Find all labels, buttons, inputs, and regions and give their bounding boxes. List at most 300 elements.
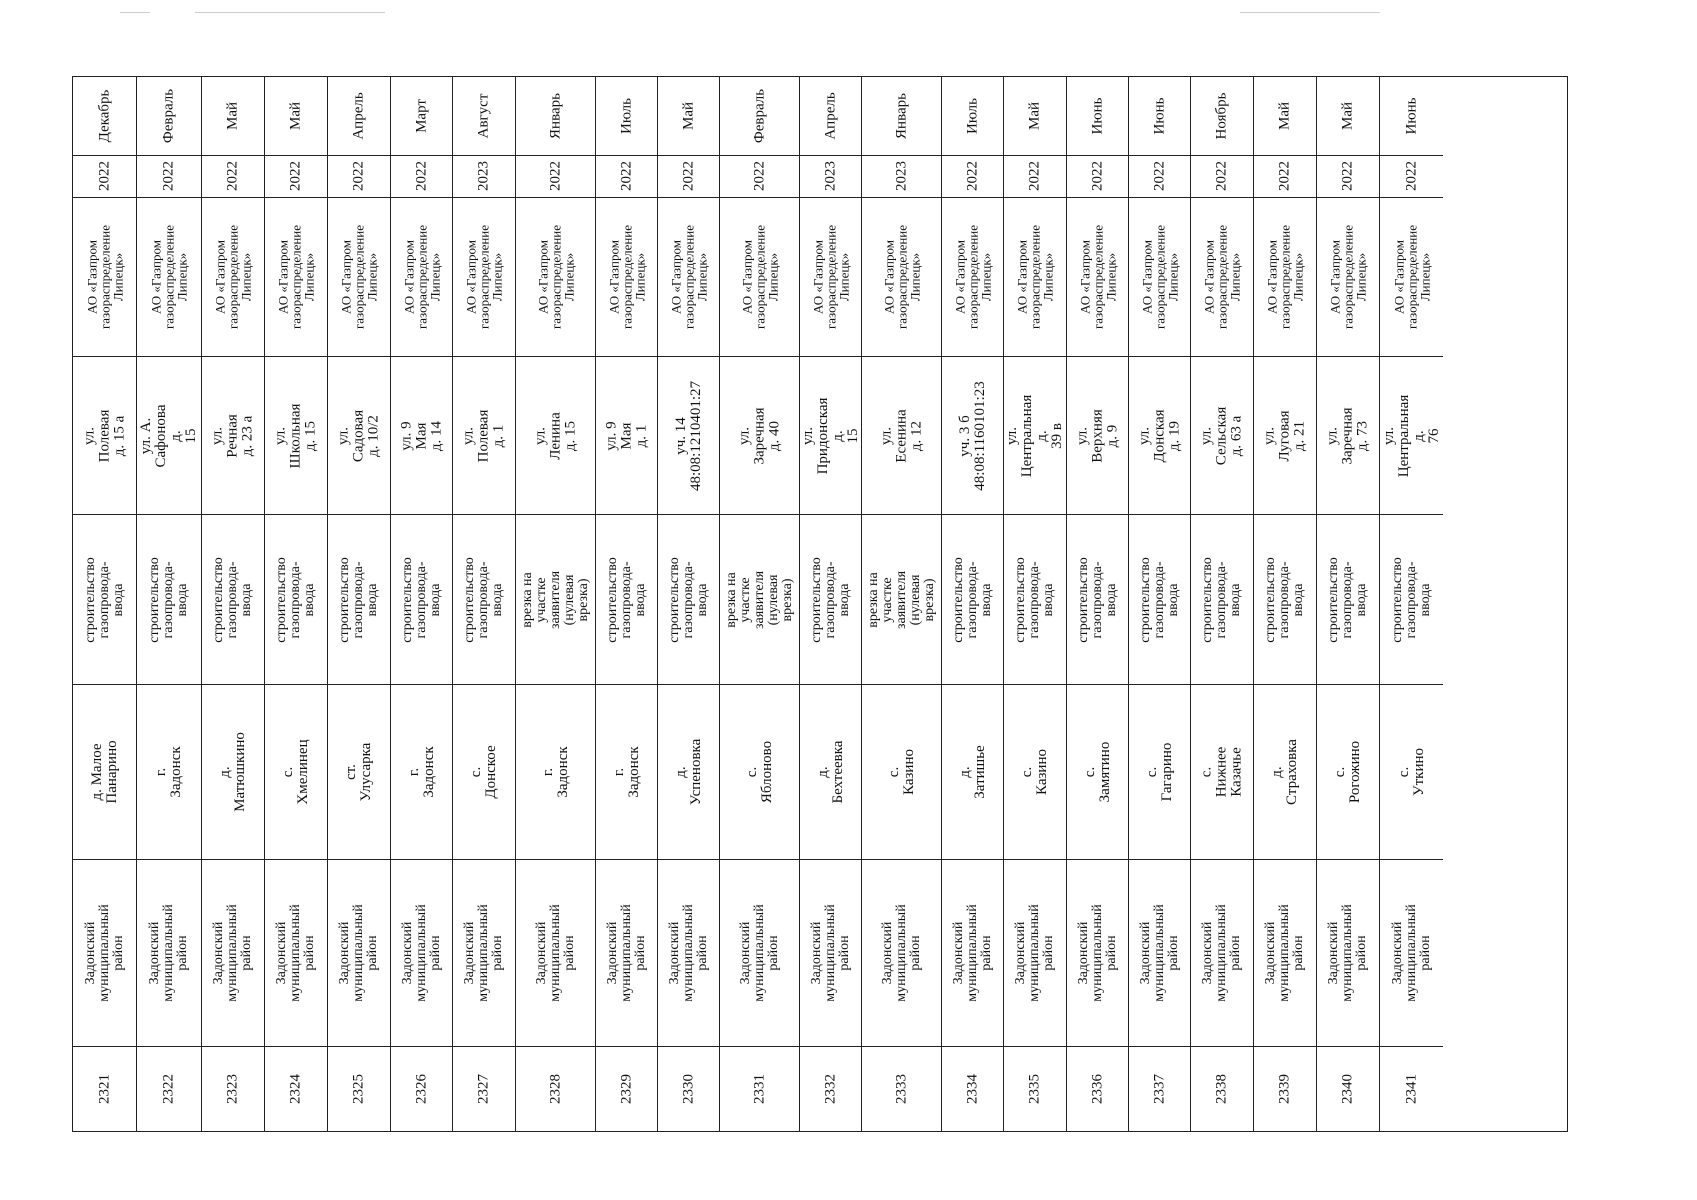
year-cell	[202, 155, 264, 197]
address-cell	[453, 356, 515, 514]
year-cell	[1254, 155, 1316, 197]
locality-text: с. Казино	[1019, 748, 1050, 795]
address-text: ул. Заречная д. 73	[1324, 407, 1371, 465]
year-cell	[658, 155, 719, 197]
district-cell	[328, 859, 390, 1047]
district-text: Задонский муниципальный район	[808, 904, 852, 1002]
num-text: 2324	[287, 1074, 304, 1105]
address-text: ул. Речная д. 23 а	[209, 414, 256, 458]
num-text: 2339	[1276, 1074, 1293, 1105]
num-cell	[1191, 1046, 1253, 1131]
num-text: 2329	[618, 1074, 634, 1105]
gasification-table	[72, 76, 1568, 1132]
year-text: 2023	[893, 161, 909, 192]
locality-text: с. Замятино	[1081, 741, 1113, 803]
locality-cell	[391, 684, 452, 859]
work-cell	[1129, 514, 1190, 684]
org-cell	[596, 197, 657, 357]
num-cell	[1129, 1046, 1190, 1131]
month-cell	[862, 77, 941, 155]
locality-cell	[328, 684, 390, 859]
address-cell	[862, 356, 941, 514]
locality-text: с. Уткино	[1395, 747, 1427, 796]
district-text: Задонский муниципальный район	[1013, 904, 1056, 1002]
locality-text: с. Казино	[885, 748, 917, 795]
year-text: 2023	[475, 161, 492, 192]
table-row	[1129, 77, 1191, 1131]
month-text: Июнь	[1089, 97, 1105, 135]
work-text: строительство газопровода-ввода	[1137, 556, 1181, 643]
org-text: АО «Газпром газораспределение Липецк»	[148, 225, 190, 330]
district-cell	[1067, 859, 1128, 1047]
address-cell	[800, 356, 861, 514]
org-text: АО «Газпром газораспределение Липецк»	[1264, 225, 1306, 330]
locality-cell	[137, 684, 201, 859]
district-text: Задонский муниципальный район	[604, 904, 648, 1002]
locality-text: с. Хмелинец	[280, 739, 311, 805]
year-text: 2022	[350, 161, 367, 192]
work-text: строительство газопровода-ввода	[1389, 556, 1433, 643]
org-text: АО «Газпром газораспределение Липецк»	[952, 225, 993, 330]
month-cell	[1129, 77, 1190, 155]
district-cell	[137, 859, 201, 1047]
district-cell	[73, 859, 136, 1047]
org-cell	[265, 197, 327, 357]
work-text: строительство газопровода-ввода	[462, 556, 505, 643]
month-cell	[1191, 77, 1253, 155]
org-cell	[1254, 197, 1316, 357]
work-cell	[265, 514, 327, 684]
year-text: 2022	[96, 161, 112, 192]
org-cell	[1067, 197, 1128, 357]
work-cell	[453, 514, 515, 684]
address-cell	[328, 356, 390, 514]
address-text: ул. Есенина д. 12	[878, 409, 924, 463]
year-cell	[942, 155, 1003, 197]
scan-artifact	[120, 12, 150, 13]
locality-text: с. Нижнее Казачье	[1198, 746, 1245, 797]
district-text: Задонский муниципальный район	[399, 904, 443, 1002]
num-cell	[328, 1046, 390, 1131]
num-text: 2331	[751, 1074, 767, 1105]
address-cell	[137, 356, 201, 514]
locality-text: с. Гагарино	[1143, 742, 1175, 802]
month-text: Ноябрь	[1213, 92, 1230, 140]
table-row	[1317, 77, 1380, 1131]
month-cell	[73, 77, 136, 155]
locality-cell	[453, 684, 515, 859]
address-text: уч. 14 48:08:1210401:27	[672, 380, 704, 491]
locality-cell	[202, 684, 264, 859]
year-text: 2022	[1026, 161, 1043, 192]
num-cell	[942, 1046, 1003, 1131]
district-text: Задонский муниципальный район	[666, 904, 710, 1002]
month-text: Февраль	[751, 88, 767, 144]
table-row	[658, 77, 720, 1131]
work-text: врезка на участке заявителя (нулевая врезка)	[723, 570, 795, 629]
month-cell	[1254, 77, 1316, 155]
address-cell	[516, 356, 595, 514]
org-cell	[328, 197, 390, 357]
address-text: ул. Садовая д. 10/2	[335, 409, 382, 462]
locality-cell	[265, 684, 327, 859]
locality-cell	[1380, 684, 1443, 859]
year-text: 2022	[964, 161, 980, 192]
org-text: АО «Газпром газораспределение Липецк»	[1201, 225, 1243, 330]
month-cell	[328, 77, 390, 155]
locality-text: д. Малое Панарино	[88, 740, 120, 804]
district-text: Задонский муниципальный район	[211, 904, 254, 1002]
month-text: Май	[1026, 101, 1043, 130]
work-cell	[1254, 514, 1316, 684]
month-cell	[1067, 77, 1128, 155]
year-cell	[1129, 155, 1190, 197]
address-cell	[391, 356, 452, 514]
district-cell	[1191, 859, 1253, 1047]
locality-text: д. Бехтеевка	[814, 740, 846, 804]
org-cell	[391, 197, 452, 357]
district-cell	[453, 859, 515, 1047]
month-text: Май	[287, 101, 304, 130]
locality-text: д. Страховка	[1269, 738, 1300, 805]
num-cell	[137, 1046, 201, 1131]
locality-text: д. Успеновка	[672, 738, 704, 805]
num-cell	[202, 1046, 264, 1131]
work-text: врезка на участке заявителя (нулевая врезка)	[865, 570, 937, 629]
locality-text: г. Задонск	[610, 746, 642, 798]
work-cell	[1191, 514, 1253, 684]
locality-text: с. Рогожино	[1332, 740, 1363, 803]
org-cell	[516, 197, 595, 357]
locality-cell	[658, 684, 719, 859]
year-cell	[328, 155, 390, 197]
work-cell	[516, 514, 595, 684]
num-cell	[453, 1046, 515, 1131]
district-text: Задонский муниципальный район	[1200, 904, 1243, 1002]
locality-cell	[1067, 684, 1128, 859]
month-text: Январь	[893, 92, 909, 139]
work-text: строительство газопровода-ввода	[337, 556, 380, 643]
work-text: строительство газопровода-ввода	[399, 556, 443, 643]
year-cell	[1067, 155, 1128, 197]
address-text: ул. Центральная д. 39 в	[1004, 394, 1065, 478]
org-cell	[1004, 197, 1066, 357]
org-cell	[1380, 197, 1443, 357]
table-row	[137, 77, 202, 1131]
month-cell	[720, 77, 799, 155]
year-text: 2022	[1276, 161, 1293, 192]
table-row	[202, 77, 265, 1131]
month-text: Март	[413, 98, 429, 133]
org-text: АО «Газпром газораспределение Липецк»	[1014, 225, 1056, 330]
year-text: 2022	[1213, 161, 1230, 192]
year-cell	[1191, 155, 1253, 197]
year-text: 2022	[160, 161, 177, 192]
work-text: строительство газопровода-ввода	[1075, 556, 1119, 643]
org-text: АО «Газпром газораспределение Липецк»	[275, 225, 317, 330]
table-row	[720, 77, 800, 1131]
num-text: 2328	[547, 1074, 563, 1105]
num-cell	[265, 1046, 327, 1131]
year-text: 2023	[822, 161, 838, 192]
address-text: ул. Луговая д. 21	[1261, 410, 1308, 462]
district-text: Задонский муниципальный район	[1137, 904, 1181, 1002]
work-cell	[942, 514, 1003, 684]
num-text: 2336	[1089, 1074, 1105, 1105]
address-text: ул. Сельская д. 63 а	[1198, 406, 1245, 466]
work-cell	[720, 514, 799, 684]
org-cell	[453, 197, 515, 357]
address-cell	[1317, 356, 1379, 514]
org-cell	[720, 197, 799, 357]
district-text: Задонский муниципальный район	[462, 904, 505, 1002]
address-cell	[265, 356, 327, 514]
district-text: Задонский муниципальный район	[147, 904, 190, 1002]
year-text: 2022	[751, 161, 767, 192]
district-cell	[862, 859, 941, 1047]
district-cell	[1254, 859, 1316, 1047]
district-cell	[1129, 859, 1190, 1047]
address-cell	[1067, 356, 1128, 514]
num-text: 2340	[1339, 1074, 1356, 1105]
locality-cell	[1129, 684, 1190, 859]
num-text: 2325	[350, 1074, 367, 1105]
district-text: Задонский муниципальный район	[1326, 904, 1369, 1002]
table-row	[516, 77, 596, 1131]
year-cell	[73, 155, 136, 197]
table-row	[1004, 77, 1067, 1131]
num-cell	[862, 1046, 941, 1131]
district-cell	[1004, 859, 1066, 1047]
work-cell	[202, 514, 264, 684]
org-text: АО «Газпром газораспределение Липецк»	[1391, 225, 1432, 330]
num-text: 2335	[1026, 1074, 1043, 1105]
org-cell	[1129, 197, 1190, 357]
month-text: Декабрь	[96, 89, 112, 143]
work-text: врезка на участке заявителя (нулевая врезка)	[519, 570, 591, 629]
address-cell	[720, 356, 799, 514]
work-cell	[328, 514, 390, 684]
org-text: АО «Газпром газораспределение Липецк»	[463, 225, 505, 330]
district-text: Задонский муниципальный район	[274, 904, 317, 1002]
month-cell	[202, 77, 264, 155]
locality-text: с. Донское	[468, 745, 499, 799]
num-cell	[516, 1046, 595, 1131]
org-cell	[137, 197, 201, 357]
work-text: строительство газопровода-ввода	[82, 556, 126, 643]
address-text: ул. Донская д. 19	[1136, 409, 1182, 463]
locality-cell	[1191, 684, 1253, 859]
num-text: 2323	[224, 1074, 241, 1105]
year-cell	[265, 155, 327, 197]
district-cell	[265, 859, 327, 1047]
locality-text: д. Затишье	[956, 744, 988, 799]
org-text: АО «Газпром газораспределение Липецк»	[668, 225, 709, 330]
month-cell	[800, 77, 861, 155]
month-text: Май	[224, 101, 241, 130]
num-text: 2327	[475, 1074, 492, 1105]
year-cell	[862, 155, 941, 197]
table-row	[800, 77, 862, 1131]
district-cell	[1380, 859, 1443, 1047]
district-cell	[391, 859, 452, 1047]
org-text: АО «Газпром газораспределение Липецк»	[881, 225, 922, 330]
month-cell	[137, 77, 201, 155]
address-text: ул. Заречная д. 40	[736, 407, 782, 465]
locality-cell	[1254, 684, 1316, 859]
org-text: АО «Газпром газораспределение Липецк»	[606, 225, 647, 330]
org-cell	[800, 197, 861, 357]
month-text: Апрель	[822, 92, 838, 140]
year-cell	[391, 155, 452, 197]
num-cell	[596, 1046, 657, 1131]
address-cell	[1129, 356, 1190, 514]
org-cell	[202, 197, 264, 357]
num-text: 2330	[680, 1074, 696, 1105]
work-cell	[658, 514, 719, 684]
work-text: строительство газопровода-ввода	[950, 556, 994, 643]
num-cell	[73, 1046, 136, 1131]
year-cell	[1317, 155, 1379, 197]
month-text: Январь	[547, 92, 563, 139]
year-text: 2022	[680, 161, 696, 192]
month-text: Февраль	[160, 88, 177, 144]
month-cell	[1380, 77, 1443, 155]
work-text: строительство газопровода-ввода	[604, 556, 648, 643]
org-cell	[73, 197, 136, 357]
month-text: Май	[1276, 101, 1293, 130]
num-cell	[1317, 1046, 1379, 1131]
address-text: ул. А. Сафонова д. 15	[138, 404, 199, 468]
district-cell	[800, 859, 861, 1047]
table-row	[328, 77, 391, 1131]
district-text: Задонский муниципальный район	[879, 904, 923, 1002]
month-cell	[1004, 77, 1066, 155]
month-cell	[596, 77, 657, 155]
locality-cell	[516, 684, 595, 859]
year-cell	[137, 155, 201, 197]
num-cell	[1380, 1046, 1443, 1131]
work-text: строительство газопровода-ввода	[1200, 556, 1243, 643]
address-cell	[1191, 356, 1253, 514]
work-cell	[800, 514, 861, 684]
work-text: строительство газопровода-ввода	[666, 556, 710, 643]
address-text: уч. 3 б 48:08:1160101:23	[956, 381, 988, 491]
address-cell	[73, 356, 136, 514]
locality-cell	[596, 684, 657, 859]
work-cell	[1317, 514, 1379, 684]
locality-text: д. Матюшкино	[217, 731, 248, 812]
work-cell	[1004, 514, 1066, 684]
num-cell	[720, 1046, 799, 1131]
address-text: ул. Полевая д. 1	[460, 409, 507, 463]
month-text: Июнь	[1403, 97, 1419, 135]
year-cell	[596, 155, 657, 197]
org-text: АО «Газпром газораспределение Липецк»	[739, 225, 780, 330]
num-cell	[1067, 1046, 1128, 1131]
month-text: Апрель	[350, 92, 367, 140]
address-cell	[942, 356, 1003, 514]
num-text: 2334	[964, 1074, 980, 1105]
org-cell	[1317, 197, 1379, 357]
month-text: Июнь	[1151, 97, 1167, 135]
district-cell	[516, 859, 595, 1047]
org-cell	[1191, 197, 1253, 357]
address-text: ул. Верхняя д. 9	[1074, 409, 1120, 463]
district-cell	[658, 859, 719, 1047]
district-text: Задонский муниципальный район	[1389, 904, 1433, 1002]
org-text: АО «Газпром газораспределение Липецк»	[1077, 225, 1118, 330]
table-row	[942, 77, 1004, 1131]
address-cell	[658, 356, 719, 514]
month-text: Июль	[964, 97, 980, 134]
locality-text: ст. Улусарка	[343, 742, 374, 801]
district-cell	[720, 859, 799, 1047]
address-cell	[202, 356, 264, 514]
org-text: АО «Газпром газораспределение Липецк»	[212, 225, 254, 330]
num-cell	[658, 1046, 719, 1131]
district-cell	[202, 859, 264, 1047]
org-text: АО «Газпром газораспределение Липецк»	[810, 225, 851, 330]
org-cell	[658, 197, 719, 357]
address-text: ул. Полевая д. 15 а	[81, 409, 127, 463]
table-row	[862, 77, 942, 1131]
org-text: АО «Газпром газораспределение Липецк»	[84, 225, 125, 330]
num-text: 2326	[413, 1074, 429, 1105]
month-cell	[265, 77, 327, 155]
locality-cell	[73, 684, 136, 859]
num-text: 2321	[96, 1074, 112, 1105]
district-cell	[1317, 859, 1379, 1047]
locality-cell	[800, 684, 861, 859]
address-cell	[596, 356, 657, 514]
month-text: Август	[475, 93, 492, 139]
year-text: 2022	[1089, 161, 1105, 192]
year-cell	[800, 155, 861, 197]
num-cell	[1004, 1046, 1066, 1131]
year-text: 2022	[224, 161, 241, 192]
num-cell	[1254, 1046, 1316, 1131]
year-cell	[1004, 155, 1066, 197]
table-row	[1380, 77, 1443, 1131]
locality-text: с. Яблоново	[743, 740, 775, 803]
org-text: АО «Газпром газораспределение Липецк»	[1139, 225, 1180, 330]
district-text: Задонский муниципальный район	[950, 904, 994, 1002]
scan-artifact	[195, 12, 385, 13]
address-cell	[1254, 356, 1316, 514]
address-cell	[1380, 356, 1443, 514]
org-text: АО «Газпром газораспределение Липецк»	[1327, 225, 1369, 330]
work-text: строительство газопровода-ввода	[147, 556, 190, 643]
month-text: Июль	[618, 97, 634, 134]
locality-cell	[1004, 684, 1066, 859]
work-cell	[862, 514, 941, 684]
work-cell	[1067, 514, 1128, 684]
address-text: ул. Школьная д. 15	[272, 403, 319, 469]
table-row	[596, 77, 658, 1131]
num-text: 2341	[1403, 1074, 1419, 1105]
month-text: Май	[1339, 101, 1356, 130]
work-text: строительство газопровода-ввода	[808, 556, 852, 643]
table-row	[1067, 77, 1129, 1131]
locality-cell	[720, 684, 799, 859]
district-text: Задонский муниципальный район	[533, 904, 577, 1002]
address-cell	[1004, 356, 1066, 514]
locality-cell	[942, 684, 1003, 859]
month-cell	[391, 77, 452, 155]
scan-artifact	[1240, 12, 1380, 13]
year-text: 2022	[618, 161, 634, 192]
